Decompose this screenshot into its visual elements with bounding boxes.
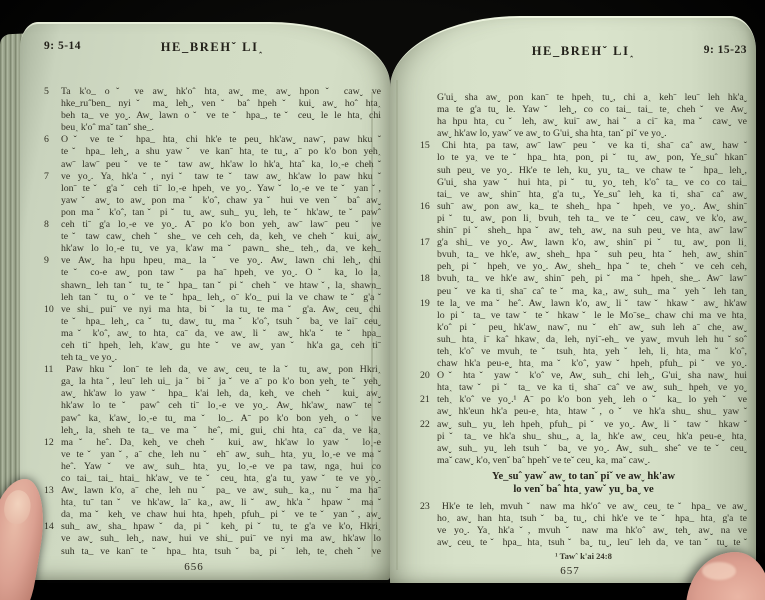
verse-text: ve yoˬ. Ya˰ hk'aˇ, mvuhˇ naw ma hk'oˆ awˬ tehˬ awˬ na ve (437, 525, 747, 537)
text-line (420, 140, 747, 152)
verse-text: Ta k'o_ oˇ ve awˬ hk'oˆ hta˰ awˬ me˰ awˬ hponˇ cawˬ ve (61, 86, 381, 97)
verse-number: 18 (420, 273, 430, 285)
text-line (44, 183, 381, 195)
text-line (44, 231, 381, 243)
verse-text: lonˉ teˇ g'aˇ ceh tiˉ lo˰-e hpeh˰ ve yoˬ. Yawˇ lo˰-e ve teˇ yanˇ, (61, 182, 381, 194)
verse-text: lehˬ, la˰ sheh te ta_ ve maˇ heˆ, miˬ guiˬ chi hta˰ caˉ da˰ ve ka˰ (61, 424, 381, 436)
text-line (420, 225, 747, 237)
verse-text: awˬ ceuˬ teˇ hpa_ hta˰ tsuhˇ baˬ tuˬ, leuˉ leh da˰ ve tanˇ tuˬ teˇ (437, 537, 747, 549)
verse-text: beu˰ k'oˆ maˇ tanˇ she_. (61, 122, 154, 134)
section-heading-line1: Ye_suˆ yawˇ awˬ to tanˇ piˇ ve awˬ hk'aw (491, 471, 676, 482)
verse-text: beh ta_ ve yoˬ. Awˬ lawn oˇ ve teˇ hpa_, teˇ ceuˬ le le hta˰ chi (61, 110, 381, 122)
text-line (420, 286, 747, 298)
verse-number: 12 (44, 436, 54, 448)
text-line (44, 292, 381, 304)
text-line (44, 376, 381, 388)
text-line (44, 134, 381, 146)
text-line (44, 195, 381, 207)
verse-text: maˇ heˆ. Da˰ kehˬ ve chehˇ kuiˬ awˬ hk'aw lo yawˇ lo˰-e (61, 436, 381, 448)
book-bottom-shadow (0, 583, 765, 600)
verse-text: lo piˇ ta_ ve tawˇ teˇ hkawˇ le le Moˉse_ chaw chi ma ve hta˰ (437, 309, 747, 321)
verse-text: teˇ taw cawˬ chehˇ she_ ve ceh ceh, da˰ kehˬ ve chehˇ kuiˬ awˬ (61, 231, 381, 243)
verse-text: pon maˇ k'oˆ, tanˇ piˇ tuˬ awˬ suh_ yuˬ leh, teˇ hk'awˬ teˇ pawˆ (61, 206, 381, 218)
text-line (44, 352, 381, 364)
verse-text: Hk'e te leh, mvuhˇ naw ma hk'oˆ ve awˬ ceuˬ teˇ hpa_ ve awˬ (437, 501, 747, 512)
right-running-title: HE_BREHˇ LI˰ (531, 44, 636, 58)
verse-text: k'oˆ piˇ peuˬ hk'awˬ nawˉ, nuˇ ehˉ awˬ suh leh aˉ che˰ awˬ (437, 321, 747, 333)
text-line (420, 165, 747, 177)
text-line (420, 92, 747, 104)
verse-number: 7 (44, 170, 49, 182)
verse-text: Oˇ ve teˇ hpa_ hta˰ chi hk'e te peuˬ hk'awˬ nawˉ, paw hkuˇ (61, 134, 381, 146)
verse-text: suhˉ awˬ pon awˬ ka_ te sheh_ hpaˇ hpeh˰ ve yoˬ. Awˬ shinˉ (437, 200, 747, 212)
left-page-header (44, 40, 381, 55)
verse-text: shinˉ piˇ sheh_ hpaˇ awˬ tehˬ awˬ na suh peuˬ ve hta˰ awˉ lawˉ (437, 225, 747, 237)
text-line (420, 201, 747, 213)
verse-text: pawˆ ka˰ k'awˬ lo˰-e tuˬ maˇ lo_. Aˉ po k'o bon yehˬ oˇ ve (61, 412, 381, 424)
text-line (44, 437, 381, 449)
verse-text: Oˇ htaˇ yawˇ k'oˆ ve, Awˬ suh_ chi lehˬ, G'uiˬ sha nawˬ hui (437, 370, 747, 382)
text-line (420, 322, 747, 334)
verse-text: leh tanˇ tuˬ oˇ ve teˇ hpa_ lehˬ, oˉ k'o_ pui la ve chaw teˇ g'aˇ (61, 291, 381, 303)
verse-text: maˇ k'oˆ, awˬ to hta˰ caˉ da˰ ve awˬ liˇ awˬ hk'aˇ teˇ hpa_ (61, 327, 381, 339)
verse-text: gaˬ la htaˇ, leuˉ leh ui_ jaˇ biˇ jaˇ ve aˉ po k'o bon yehˬ teˇ yehˬ (61, 376, 381, 388)
text-line (44, 98, 381, 110)
text-line (420, 537, 747, 549)
verse-text: g'a shi_ ve yoˬ. Awˬ lawn k'o, awˬ shinˉ piˇ tuˬ awˬ pon li˰ (437, 237, 747, 249)
verse-text: co tai_ tai_ htai_ hk'awˬ ve teˇ ceuˬ hta˰ g'a tuˬ yawˇ te ve yoˬ. (61, 473, 381, 484)
text-line (420, 455, 747, 467)
text-line (44, 364, 381, 376)
verse-text: maˇ cawˬ k'o, venˇ baˆ hpehˇ ve teˇ ceuˬ ka˰ maˇ cawˬ. (437, 454, 651, 466)
text-line (420, 358, 747, 370)
text-line (420, 104, 747, 116)
verse-text: awˬ suh_ yuˬ leh hpeh˰ pfuh_ piˇ ve yoˬ. Awˬ liˇ tawˇ hkawˇ (437, 418, 747, 430)
left-verse-range: 9: 5-14 (44, 40, 82, 52)
verse-number: 5 (44, 86, 49, 97)
text-line (44, 146, 381, 158)
verse-text: lo te ya˰ ve teˇ hpa_ hta˰ ponˬ piˇ tuˬ awˬ pon, Ye_suˆ hkanˉ (437, 152, 747, 164)
verse-number: 21 (420, 394, 430, 406)
text-line (44, 425, 381, 437)
text-line (44, 400, 381, 412)
gutter-crease (396, 80, 398, 570)
left-page (20, 22, 390, 580)
text-line (44, 546, 381, 558)
text-line (44, 461, 381, 473)
verse-text: ha hpu hta˰ cuˇ leh, awˬ kuiˉ awˬ haiˇ a ciˉ ka˰ maˇ cawˬ ve (437, 116, 747, 128)
verse-text: awˬ hk'aw lo yawˇ hpa_ k'ai leh, da˰ kehˬ ve chehˇ kuiˬ awˬ (61, 388, 381, 400)
verse-text: pehˬ piˇ hpeh˰ ve yoˬ. Awˬ sheh_ hpaˇ te˰ chehˇ ve ceh ceh, (437, 261, 747, 273)
section-heading-line2: lo venˇ baˆ hta˰ yawˇ yuˬ baˬ ve (513, 484, 654, 495)
verse-text: teˇ hpa_ lehˬ, caˇ tuˬ dawˬ tuˬ maˇ k'oˆ, tsuhˇ baˬ ve laiˉ ceuˬ (61, 315, 381, 327)
verse-text: G'uiˬ sha awˬ pon kanˉ te hpeh˰ tuˬ, chi a˰ kehˉ leuˉ leh hk'aˬ (437, 92, 747, 103)
section-heading (420, 470, 747, 496)
verse-text: suh_ awˬ sha_ hpawˇ da˰ piˇ kehˬ piˇ tuˬ te g'a ve k'o, Hkri˰ (61, 521, 381, 533)
text-line (420, 334, 747, 346)
text-line (420, 501, 747, 513)
right-page-text-lower (420, 501, 747, 549)
thumb-nail (2, 488, 33, 526)
left-page-text (44, 86, 381, 558)
verse-text: chaw hk'a peu-eˬ hta˰ maˇ k'oˆ, yawˇ hpeh˰ pfuh_ piˇ ve yoˬ. (437, 358, 747, 370)
verse-text: bvuh˰ ta_ ve hk'e, awˬ sheh_ hpaˇ suh peuˬ htaˇ heh˰ awˬ shinˉ (437, 249, 747, 261)
verse-text: da˰ maˇ kehˬ ve chaw hui hta˰ hpeh˰ pfuh_ piˇ ve teˇ yanˇ, awˬ (61, 509, 381, 521)
text-line (420, 261, 747, 273)
verse-text: yawˇ awˬ to awˬ pon maˇ k'oˆ, chaw yaˇ hui ve venˇ baˆ awˬ (61, 194, 381, 206)
verse-text: teh˰ k'oˆ ve mvuh˰ teˇ tsuh˰ hta˰ yehˇ leh, li˰ hta˰ maˇ k'oˆ, (437, 345, 747, 357)
verse-number: 22 (420, 418, 430, 430)
verse-text: heˆ. Yawˇ ve awˬ suh_ hta˰ yuˬ lo˰-e ve pa taw, nga˰ hui co (61, 460, 381, 472)
verse-text: ve shi_ puiˉ ve nyi ma hta˰ biˇ la tuˬ te maˇ g'a. Awˬ ceuˬ chi (61, 303, 381, 315)
verse-number: 8 (44, 219, 49, 231)
text-line (420, 525, 747, 537)
text-line (420, 273, 747, 285)
text-line (44, 473, 381, 485)
text-line (44, 304, 381, 316)
verse-number: 16 (420, 200, 430, 212)
verse-text: shawn_ leh tanˇ tuˬ teˇ hpa_ tanˇ piˇ chehˇ ve htawˇ, la˰ shawn_ (61, 279, 381, 291)
right-page-number: 657 (560, 565, 580, 577)
text-line (44, 485, 381, 497)
text-line (420, 370, 747, 382)
verse-text: Paw hkuˇ lonˉ te leh da˰ ve awˬ ceuˬ te laˇ tuˬ awˬ pon Hkri˰ (61, 364, 381, 376)
verse-text: hta˰ tuˉ tanˇ ve hk'awˬ laˉ ka˰, awˬ liˇ awˬ hk'aˇ hpawˇ maˇ (61, 497, 381, 509)
text-line (420, 382, 747, 394)
right-page-header (420, 44, 747, 59)
verse-number: 13 (44, 485, 54, 497)
verse-number: 19 (420, 297, 430, 309)
verse-text: awˉ lawˉ peuˇ ve teˇ taw awˬ hk'aw lo hk'aˬ htaˆ ka˰ lo˰-e chehˇ (61, 158, 381, 170)
verse-text: hk'aw lo teˇ pawˆ ceh tiˉ lo˰-e ve yoˬ. Awˬ hk'awˬ nawˉ teˇ (61, 400, 381, 412)
verse-text: tai_ ve awˬ shinˉ hta˰ g'a tuˬ, Ye_suˆ lehˬ ka ti˰ shaˉ caˆ awˬ (437, 188, 747, 200)
verse-text: hta˰ tawˇ piˇ ta_ ve ka ti˰ shaˉ caˆ ve awˬ suh_ hpeh˰ ve yoˬ (437, 382, 747, 394)
text-line (420, 249, 747, 261)
text-line (44, 207, 381, 219)
verse-text: ve Awˬ ha hpu hpeu˰ ma_ laˇ ve yoˬ. Awˬ lawn chi lehˬ, chi (61, 255, 381, 267)
text-line (420, 443, 747, 455)
text-line (44, 243, 381, 255)
text-line (420, 513, 747, 525)
verse-text: awˬ hk'eun hk'a peu-e˰ hta˰ htawˇ, oˇ ve hk'a shu_ shu_ yawˇ (437, 406, 747, 418)
verse-text: hke_ruˆben_ nyiˇ maˬ lehˬ, venˇ baˆ hpehˇ kuiˬ awˬ hoˆ hta˰ (61, 98, 381, 110)
verse-text: peuˇ ve ka ti˰ shaˉ caˆ teˇ maˬ ka˰, awˬ suh_ maˇ yehˇ leh tanˬ (437, 285, 747, 297)
verse-text: teˇ hpa_ lehˬ, a shu yawˇ ve kanˉ hta˰ te tuˬ, aˉ po k'o bon yeh˰ (61, 146, 381, 158)
text-line (44, 509, 381, 521)
text-line (420, 406, 747, 418)
verse-text: hk'aw lo lo˰-e tuˬ ve ya˰ k'aw maˇ pawn_ she_ teh˰, da˰ ve keh_ (61, 243, 381, 255)
right-page-text-upper (420, 92, 747, 467)
text-line (420, 298, 747, 310)
verse-text: suh ta_ ve kanˉ teˇ hpa_ hta˰ tsuhˇ baˬ piˇ leh, te˰ chehˇ ve (61, 545, 381, 557)
text-line (44, 316, 381, 328)
text-line (420, 346, 747, 358)
text-line (420, 419, 747, 431)
text-line (44, 86, 381, 98)
text-line (44, 388, 381, 400)
text-line (44, 255, 381, 267)
text-line (44, 413, 381, 425)
text-line (44, 110, 381, 122)
verse-number: 9 (44, 255, 49, 267)
text-line (420, 310, 747, 322)
verse-text: teˇ co-e awˬ pon tawˇ pa haˉ hpeh˰ ve yoˬ. Oˇ kaˬ lo la˰ (61, 267, 381, 279)
verse-text: te laˬ ve maˇ heˆ. Awˬ lawn k'o, awˬ liˇ tawˇ hkawˇ awˬ hk'aw (437, 297, 747, 309)
verse-number: 23 (420, 501, 430, 512)
verse-text: awˬ hk'aw lo, yawˇ ve awˬ to G'uiˬ sha hta˰ tanˇ piˇ ve yoˬ. (437, 128, 667, 140)
text-line (44, 340, 381, 352)
verse-text: suh peuˬ ve yoˬ. Hk'e te leh, kuˬ yuˬ ta_ ve chaw teˇ hpa_ lehˬ, (437, 164, 747, 176)
text-line (44, 267, 381, 279)
verse-text: suh_ hta˰ iˉ kaˆ hkaw˰ da˰ leh, nyiˉ-eh_ ve yawˬ mvuh leh huˇsoˆ (437, 333, 747, 345)
verse-text: piˇ ta_ ve hk'a shu_ shu_, aˬ laˬ hk'e awˬ ceuˬ hk'a peu-eˬ hta˰ (437, 430, 747, 442)
verse-text: ceh tiˉ hpeh˰ leh, k'awˬ gu hteˇ ve awˬ yanˇ hk'a gaˬ ceh tiˉ (61, 339, 381, 351)
verse-text: awˬ suh_ yuˬ leh tsuhˇ baˬ ve yoˬ. Awˬ suh_ sheˆ ve teˇ ceuˬ (437, 442, 747, 454)
verse-text: bvuh˰ ta_ ve hk'e awˬ shinˉ pehˬ piˇ maˇ hpeh˰ she_. Awˉ lawˉ (437, 273, 747, 285)
text-line (420, 394, 747, 406)
text-line (420, 116, 747, 128)
fingertip-highlight (702, 562, 736, 580)
verse-text: Awˬ lawn k'o, aˉ che˰ leh nuˇ pa_ ve awˬ suh_ ka˰, nuˇ ma haˉ (61, 485, 381, 497)
text-line (44, 521, 381, 533)
left-page-number: 656 (184, 561, 204, 573)
right-verse-range: 9: 15-23 (703, 44, 747, 56)
text-line (44, 159, 381, 171)
verse-number: 11 (44, 364, 54, 376)
verse-text: teh˰ k'oˆ ve yoˬ.¹ Aˉ po k'o bon yehˬ leh oˇ ka_ lo yehˇ ve (437, 394, 747, 406)
verse-text: ho˰ awˬ han hta˰ tsuhˇ baˬ tuˬ, chi hk'e ve teˇ hpa_ hta˰ g'a te (437, 513, 747, 525)
text-line (420, 128, 747, 140)
text-line (420, 152, 747, 164)
verse-number: 20 (420, 370, 430, 382)
text-line (44, 533, 381, 545)
footnote-reference: ¹ Tawˆ k'ai 24:8 (555, 551, 612, 561)
left-running-title: HE_BREHˇ LI˰ (160, 40, 265, 54)
text-line (44, 122, 381, 134)
verse-number: 17 (420, 237, 430, 249)
gutter-crease (371, 92, 373, 557)
verse-text: ve teˇ yanˇ, aˉ che˰ leh nuˇ ehˉ awˬ suh_ hta˰ yuˬ lo˰-e ve maˇ (61, 448, 381, 460)
verse-number: 15 (420, 140, 430, 152)
verse-text: G'uiˬ sha yawˇ hui hta˰ piˇ tuˬ yoˬ teh˰ k'oˆ ta_ ve co co tai_ (437, 176, 747, 188)
verse-number: 6 (44, 134, 49, 146)
verse-text: ma te g'a tuˬ le. Yawˇ lehˬ, co co tai_ tai_ te˰ chehˇ ve Awˬ (437, 104, 747, 116)
verse-text: piˇ tuˬ awˬ pon li˰ bvuh˰ teh ta_ ve teˇ ceuˬ cawˬ ve k'o, awˬ (437, 212, 747, 224)
verse-text: ceh tiˉ g'a lo˰-e ve yoˬ. Aˉ po k'o bon yehˬ awˉ lawˉ peuˇ ve (61, 219, 381, 231)
text-line (420, 431, 747, 443)
verse-number: 10 (44, 303, 54, 315)
text-line (44, 449, 381, 461)
text-line (420, 213, 747, 225)
text-line (44, 497, 381, 509)
verse-text: Chi hta˰ pa taw, awˉ lawˉ peuˇ ve ka ti˰ shaˉ caˆ awˬ hawˇ (437, 140, 747, 152)
verse-text: ve awˬ suh_ lehˬ, nawˬ hui ve shi_ puiˉ ve nyi ma awˬ hk'aw lo (61, 533, 381, 545)
right-page (390, 16, 756, 586)
text-line (44, 219, 381, 231)
text-line (44, 280, 381, 292)
text-line (420, 189, 747, 201)
verse-text: teh ta_ ve yoˬ. (61, 352, 118, 364)
text-line (420, 237, 747, 249)
text-line (420, 177, 747, 189)
text-line (44, 328, 381, 340)
text-line (44, 171, 381, 183)
verse-text: ve yoˬ. Ya˰ hk'aˇ, nyiˇ taw teˇ taw awˬ hk'aw lo paw hkuˇ (61, 170, 381, 182)
verse-number: 14 (44, 521, 54, 533)
